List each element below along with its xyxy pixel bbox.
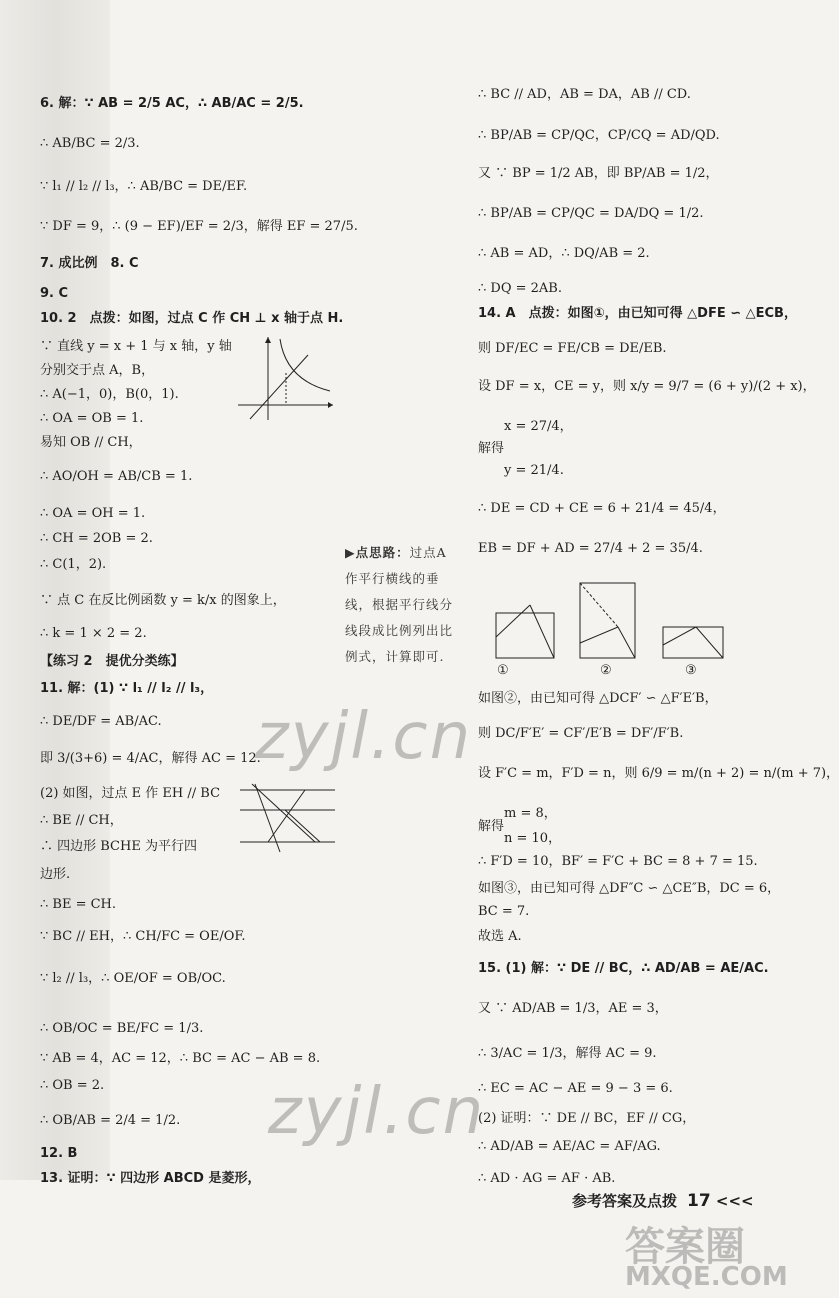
- left-line: 6. 解：∵ AB = 2/5 AC，∴ AB/AC = 2/5.: [40, 96, 304, 111]
- left-line: ∵ DF = 9，∴ (9 − EF)/EF = 2/3，解得 EF = 27/5.: [40, 219, 358, 234]
- left-line: ∴ OB/OC = BE/FC = 1/3.: [40, 1021, 204, 1036]
- left-line: ∴ AB/BC = 2/3.: [40, 136, 140, 151]
- right-line: m = 8，: [478, 806, 557, 821]
- left-line: 边形.: [40, 867, 71, 882]
- right-line: 故选 A.: [478, 929, 522, 944]
- fig-caption-2: ②: [600, 663, 612, 678]
- left-line: 即 3/(3+6) = 4/AC，解得 AC = 12.: [40, 751, 261, 766]
- right-line: 如图②，由已知可得 △DCF′ ∽ △F′E′B，: [478, 691, 718, 706]
- left-line: ∴ OA = OB = 1.: [40, 411, 144, 426]
- right-line: ∴ AD/AB = AE/AC = AF/AG.: [478, 1139, 661, 1154]
- right-line: y = 21/4.: [478, 463, 564, 478]
- q14-figures: [478, 575, 778, 680]
- left-line: 7. 成比例 8. C: [40, 256, 139, 271]
- tip-title: ▶点思路：: [345, 545, 410, 560]
- footer-arrows: <<<: [715, 1192, 754, 1210]
- right-line: ∴ F′D = 10，BF′ = F′C + BC = 8 + 7 = 15.: [478, 854, 758, 869]
- right-line: 14. A 点拨：如图①，由已知可得 △DFE ∽ △ECB，: [478, 306, 797, 321]
- watermark-1: zyjl.cn: [255, 700, 473, 774]
- right-line: ∴ BP/AB = CP/QC，CP/CQ = AD/QD.: [478, 128, 720, 143]
- left-line: ∴ k = 1 × 2 = 2.: [40, 626, 147, 641]
- left-line: ∴ A(−1，0)，B(0，1).: [40, 387, 179, 402]
- right-line: ∴ AB = AD，∴ DQ/AB = 2.: [478, 246, 650, 261]
- right-line: ∴ AD · AG = AF · AB.: [478, 1171, 616, 1186]
- page-number: 17: [687, 1191, 711, 1211]
- right-line: ∴ EC = AC − AE = 9 − 3 = 6.: [478, 1081, 673, 1096]
- left-line: ∵ 点 C 在反比例函数 y = k/x 的图象上，: [40, 593, 286, 608]
- right-line: 设 DF = x，CE = y，则 x/y = 9/7 = (6 + y)/(2 + x)，: [478, 379, 816, 394]
- right-line: (2) 证明：∵ DE // BC，EF // CG，: [478, 1111, 696, 1126]
- left-line: 9. C: [40, 286, 69, 301]
- section-label: 【练习 2 提优分类练】: [40, 654, 184, 669]
- q11-figure: [240, 780, 340, 855]
- tip-box: [345, 540, 455, 670]
- q10-figure: [238, 335, 338, 420]
- left-line: ∴ OB/AB = 2/4 = 1/2.: [40, 1113, 181, 1128]
- left-line: ∴ BE // CH，: [40, 813, 123, 828]
- watermark-3: 答案圈: [625, 1224, 745, 1270]
- left-line: ∵ BC // EH，∴ CH/FC = OE/OF.: [40, 929, 246, 944]
- left-line: ∴ CH = 2OB = 2.: [40, 531, 153, 546]
- right-line: 解得: [478, 441, 505, 456]
- left-line: ∴ 四边形 BCHE 为平行四: [40, 839, 197, 854]
- watermark-4: MXQE.COM: [625, 1262, 788, 1292]
- right-line: ∴ DQ = 2AB.: [478, 281, 562, 296]
- left-line: 12. B: [40, 1146, 78, 1161]
- left-line: 13. 证明：∵ 四边形 ABCD 是菱形，: [40, 1171, 261, 1186]
- right-line: 设 F′C = m，F′D = n，则 6/9 = m/(n + 2) = n/(m + 7)，: [478, 766, 839, 781]
- fig-caption-1: ①: [497, 663, 509, 678]
- left-line: (2) 如图，过点 E 作 EH // BC: [40, 786, 221, 801]
- left-line: ∵ 直线 y = x + 1 与 x 轴，y 轴: [40, 339, 232, 354]
- left-line: ∵ l₁ // l₂ // l₃，∴ AB/BC = DE/EF.: [40, 179, 248, 194]
- left-line: ∴ DE/DF = AB/AC.: [40, 714, 162, 729]
- right-line: ∴ 3/AC = 1/3，解得 AC = 9.: [478, 1046, 657, 1061]
- left-line: 分别交于点 A，B，: [40, 363, 155, 378]
- footer-label: 参考答案及点拨: [572, 1192, 678, 1210]
- left-line: ∴ C(1，2).: [40, 557, 107, 572]
- right-line: 解得: [478, 819, 505, 834]
- right-line: 如图③，由已知可得 △DF″C ∽ △CE″B，DC = 6，: [478, 881, 781, 896]
- right-line: EB = DF + AD = 27/4 + 2 = 35/4.: [478, 541, 703, 556]
- right-line: 则 DC/F′E′ = CF′/E′B = DF′/F′B.: [478, 726, 684, 741]
- right-line: 则 DF/EC = FE/CB = DE/EB.: [478, 341, 667, 356]
- right-line: ∴ DE = CD + CE = 6 + 21/4 = 45/4，: [478, 501, 726, 516]
- left-line: 10. 2 点拨：如图，过点 C 作 CH ⊥ x 轴于点 H.: [40, 311, 344, 326]
- left-line: ∵ AB = 4，AC = 12，∴ BC = AC − AB = 8.: [40, 1051, 321, 1066]
- page-footer: [572, 1190, 754, 1211]
- right-line: x = 27/4，: [478, 419, 573, 434]
- right-line: ∴ BC // AD，AB = DA，AB // CD.: [478, 87, 691, 102]
- left-line: 11. 解：(1) ∵ l₁ // l₂ // l₃，: [40, 681, 214, 696]
- left-line: ∴ BE = CH.: [40, 897, 117, 912]
- right-line: BC = 7.: [478, 904, 530, 919]
- center-gutter: [0, 0, 110, 1180]
- left-line: ∴ OB = 2.: [40, 1078, 105, 1093]
- left-line: ∴ OA = OH = 1.: [40, 506, 146, 521]
- right-line: 15. (1) 解：∵ DE // BC，∴ AD/AB = AE/AC.: [478, 961, 769, 976]
- right-line: 又 ∵ BP = 1/2 AB，即 BP/AB = 1/2，: [478, 166, 719, 181]
- tip-body: 过点A作平行横线的垂线，根据平行线分线段成比例列出比例式，计算即可.: [345, 545, 454, 664]
- left-line: ∴ AO/OH = AB/CB = 1.: [40, 469, 193, 484]
- right-line: ∴ BP/AB = CP/QC = DA/DQ = 1/2.: [478, 206, 704, 221]
- right-line: 又 ∵ AD/AB = 1/3，AE = 3，: [478, 1001, 668, 1016]
- watermark-2: zyjl.cn: [268, 1075, 486, 1149]
- left-line: ∵ l₂ // l₃，∴ OE/OF = OB/OC.: [40, 971, 226, 986]
- fig-caption-3: ③: [685, 663, 697, 678]
- left-line: 易知 OB // CH，: [40, 435, 142, 450]
- right-line: n = 10，: [478, 831, 562, 846]
